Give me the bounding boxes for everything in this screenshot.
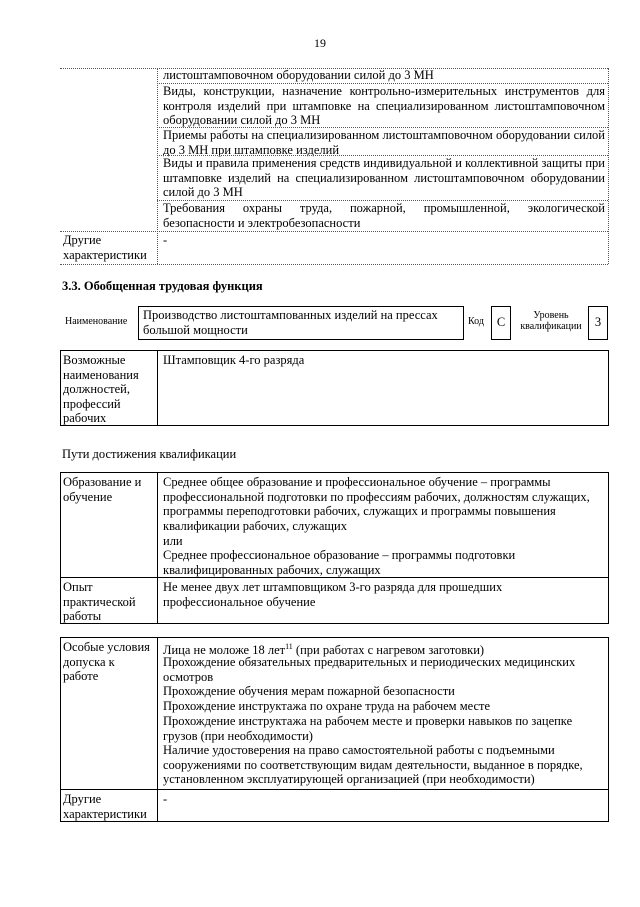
code-label: Код	[468, 316, 484, 327]
top-row-3: Приемы работы на специализированном листоштамповочном оборудовании силой до 3 МН при штамповке изделий	[163, 128, 605, 157]
conditions-label: Особые условия допуска к работе	[63, 640, 150, 683]
education-line-3: Среднее профессиональное образование – программы подготовки квалифицированных рабочих, служащих	[163, 548, 516, 577]
top-row-2: Виды, конструкции, назначение контрольно-измерительных инструментов для контроля изделий при штамповке на специализированном листоштамповочном оборудовании силой до 3 МН	[163, 84, 605, 127]
name-value: Производство листоштампованных изделий на прессах большой мощности	[143, 308, 438, 337]
condition-item-1-suffix: (при работах с нагревом заготовки)	[292, 643, 485, 658]
top-row-5: Требования охраны труда, пожарной, промышленной, экологической безопасности и электробезопасности	[163, 201, 605, 230]
top-other-label: Другие характеристики	[63, 233, 147, 262]
condition-item-5: Прохождение инструктажа на рабочем месте и проверки навыков по зацепке грузов (при необходимости)	[163, 714, 573, 743]
top-row-4: Виды и правила применения средств индивидуальной и коллективной защиты при штамповке изделий на специализированном листоштамповочном оборудовании силой до 3 МН	[163, 156, 605, 199]
bottom-other-value: -	[163, 792, 168, 806]
condition-item-6: Наличие удостоверения на право самостоятельной работы с подъемными сооружениями по соответствующим видам деятельности, выданное в порядке, установленном эксплуатирующей организацией (при необходимости)	[163, 743, 583, 786]
positions-value: Штамповщик 4-го разряда	[163, 353, 305, 367]
paths-title: Пути достижения квалификации	[62, 447, 237, 461]
level-label: Уровень квалификации	[520, 310, 582, 332]
footnote-mark: 11	[285, 642, 293, 651]
condition-item-3: Прохождение обучения мерам пожарной безопасности	[163, 684, 455, 698]
bottom-other-label: Другие характеристики	[63, 792, 147, 821]
top-row-1: листоштамповочном оборудовании силой до 3 МН	[163, 68, 434, 82]
level-value: 3	[594, 315, 602, 329]
experience-value: Не менее двух лет штамповщиком 3-го разряда для прошедших профессиональное обучение	[163, 580, 503, 609]
name-label: Наименование	[65, 316, 128, 327]
education-line-1: Среднее общее образование и профессиональное обучение – программы профессиональной подготовки по профессиям рабочих, должностям служащих, программы переподготовки рабочих, служащих и программы повышения квалификации рабочих, служащих	[163, 475, 590, 533]
condition-item-4: Прохождение инструктажа по охране труда на рабочем месте	[163, 699, 491, 713]
experience-label: Опыт практической работы	[63, 580, 136, 623]
section-title: 3.3. Обобщенная трудовая функция	[62, 279, 263, 293]
code-value: С	[496, 315, 506, 329]
condition-item-1-text: Лица не моложе 18 лет	[163, 643, 286, 658]
condition-item-2: Прохождение обязательных предварительных и периодических медицинских осмотров	[163, 655, 576, 684]
top-other-value: -	[163, 233, 168, 247]
positions-label: Возможные наименования должностей, профессий рабочих	[63, 353, 139, 425]
education-label: Образование и обучение	[63, 475, 142, 504]
page-number: 19	[314, 36, 326, 50]
education-line-2: или	[163, 534, 183, 548]
